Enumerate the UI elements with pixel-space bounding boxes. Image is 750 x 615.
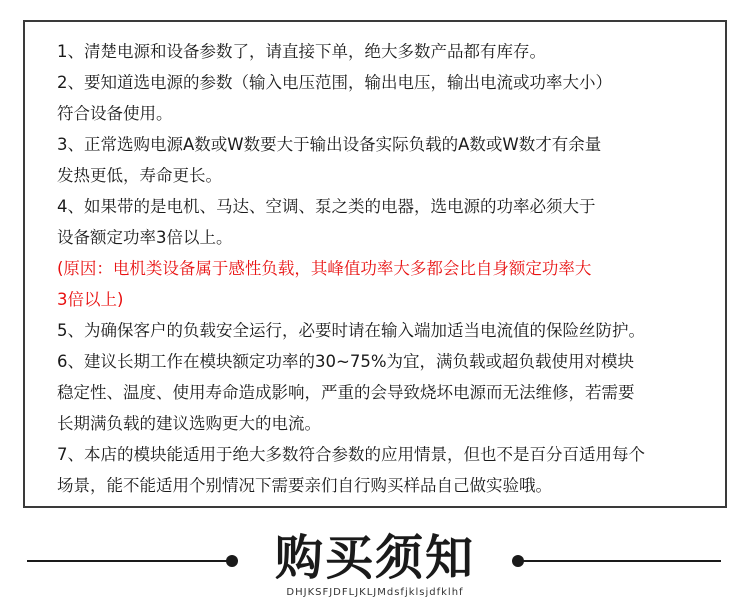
notice-line-4-cont: 设备额定功率3倍以上。 [57,228,233,247]
divider-dot-left [226,555,238,567]
notice-box [23,20,727,508]
notice-line-6-cont-2: 长期满负载的建议选购更大的电流。 [57,414,321,433]
notice-line-5: 5、为确保客户的负载安全运行，必要时请在输入端加适当电流值的保险丝防护。 [57,321,645,340]
notice-line-1: 1、清楚电源和设备参数了，请直接下单，绝大多数产品都有库存。 [57,42,546,61]
notice-line-7: 7、本店的模块能适用于绝大多数符合参数的应用情景，但也不是百分百适用每个 [57,445,645,464]
footer-heading [0,520,750,615]
notice-reason-line-2: 3倍以上) [57,290,124,309]
divider-right [518,560,721,562]
notice-line-6-cont-1: 稳定性、温度、使用寿命造成影响，严重的会导致烧坏电源而无法维修，若需要 [57,383,635,402]
notice-line-3: 3、正常选购电源A数或W数要大于输出设备实际负载的A数或W数才有余量 [57,135,602,154]
notice-line-4: 4、如果带的是电机、马达、空调、泵之类的电器，选电源的功率必须大于 [57,197,596,216]
notice-line-6: 6、建议长期工作在模块额定功率的30~75%为宜，满负载或超负载使用对模块 [57,352,634,371]
notice-line-2-cont: 符合设备使用。 [57,104,173,123]
notice-line-3-cont: 发热更低，寿命更长。 [57,166,222,185]
divider-left [27,560,232,562]
notice-line-7-cont: 场景，能不能适用个别情况下需要亲们自行购买样品自己做实验哦。 [57,476,552,495]
notice-reason-line-1: (原因：电机类设备属于感性负载，其峰值功率大多都会比自身额定功率大 [57,259,592,278]
footer-subtitle: DHJKSFJDFLJKLJMdsfjklsjdfklhf [286,587,464,598]
notice-line-2: 2、要知道选电源的参数（输入电压范围，输出电压，输出电流或功率大小） [57,73,612,92]
footer-title: 购买须知 [274,530,475,586]
